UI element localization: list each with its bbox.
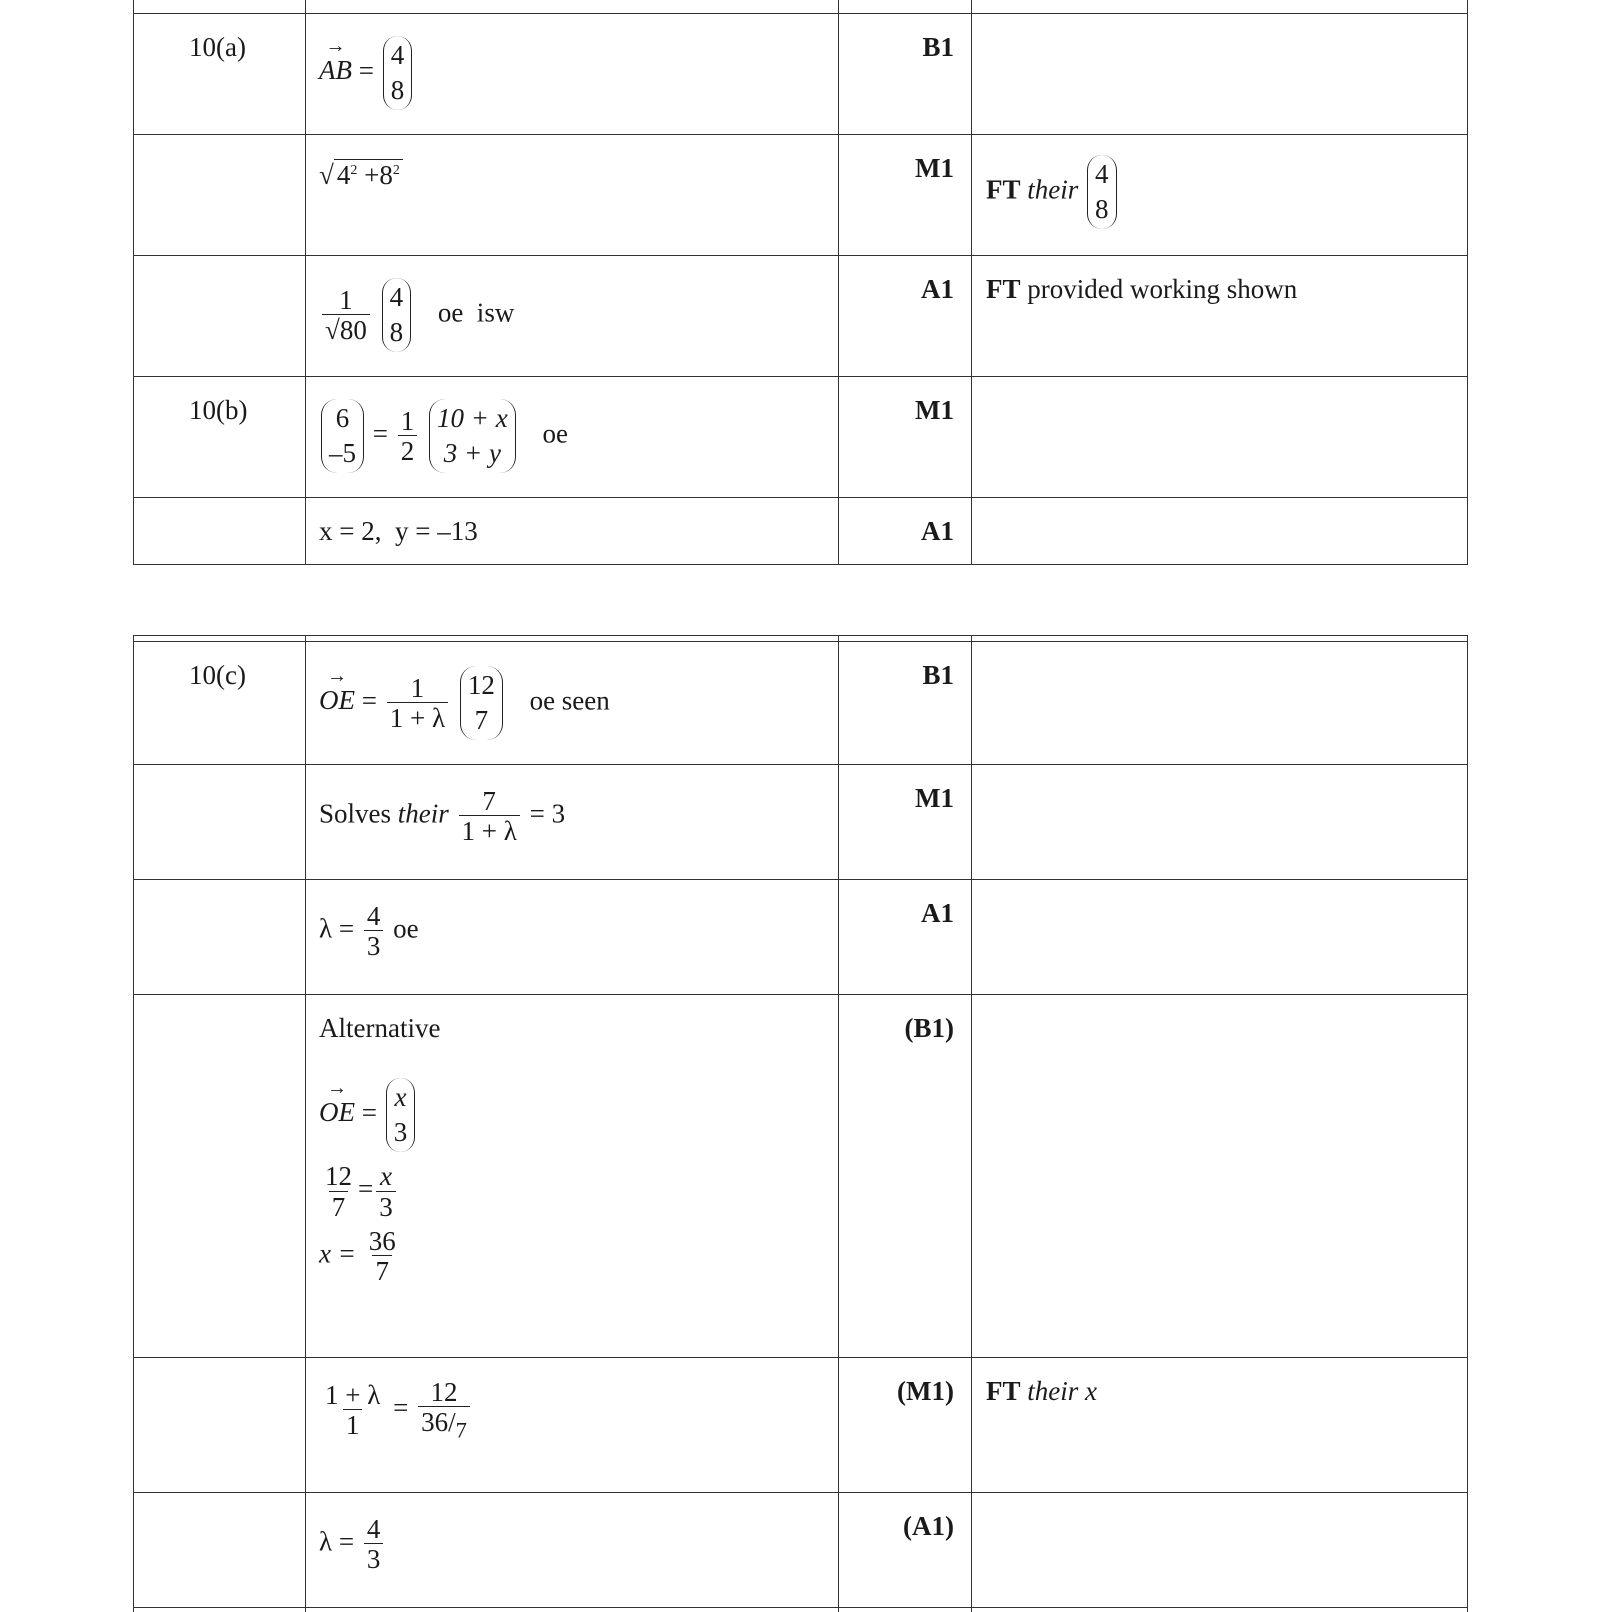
table-row: [134, 0, 1467, 14]
vector-ab: → AB: [319, 55, 352, 86]
table-row: [134, 995, 1467, 1358]
table-row: [134, 1358, 1467, 1493]
ft-label: FT: [986, 174, 1021, 205]
column-vector: [382, 278, 412, 352]
fraction: $\frac{x}{3}$: [376, 1162, 396, 1221]
column-vector: 12 7: [460, 666, 503, 740]
guidance-text: their: [1027, 174, 1079, 205]
column-vector: 10 + x 3 + y: [429, 399, 516, 473]
answer-text: = 3: [529, 798, 566, 829]
column-vector: 6 –5: [321, 399, 364, 473]
answer-cell: Alternative → OE = x 3 $\frac{12}{7}$ = $\frac{x}{3}$ x = $\frac{36}{7}$: [319, 1013, 440, 1286]
fraction: $\frac{7}{1 + \lambda}$: [459, 787, 520, 846]
mark-code: M1: [915, 153, 954, 183]
table-row: [134, 880, 1467, 995]
fraction: $\frac{4}{3}$: [364, 1515, 384, 1574]
answer-cell: [319, 1378, 473, 1442]
answer-cell: [319, 278, 514, 352]
vector-entry: 4: [1095, 159, 1109, 189]
table-row: [134, 135, 1467, 256]
mark-code: (M1): [897, 1376, 954, 1406]
mark-code: A1: [921, 516, 954, 546]
mark-code: A1: [921, 274, 954, 304]
answer-note: oe isw: [437, 297, 515, 328]
answer-text: their: [397, 798, 449, 829]
guidance-cell: [986, 274, 1297, 305]
equals-sign: =: [361, 685, 377, 716]
table-row: [134, 498, 1467, 565]
fraction: $\frac{12}{7}$: [325, 1161, 352, 1222]
column-vector: x 3: [386, 1078, 416, 1152]
answer-text: Solves: [319, 798, 392, 829]
guidance-text: provided working shown: [1027, 274, 1298, 304]
mark-code: (A1): [903, 1511, 954, 1541]
vector-entry: 4: [390, 40, 405, 70]
answer-text: λ =: [319, 1526, 355, 1557]
answer-text: λ =: [319, 913, 355, 944]
answer-cell: [319, 399, 568, 473]
table-row: [134, 1493, 1467, 1608]
table-row: [134, 14, 1467, 135]
fraction: $\frac{1}{2}$: [398, 407, 418, 466]
vector-oe: → OE: [319, 685, 355, 716]
radicand: $4^2 +8^2$: [334, 159, 403, 191]
fraction: $\frac{1 + \lambda}{1}$: [325, 1379, 381, 1441]
vector-entry: 4: [389, 282, 404, 312]
alternative-label: Alternative: [319, 1013, 441, 1043]
equals-sign: =: [372, 418, 388, 449]
vector-entry: 8: [390, 75, 405, 106]
mark-code: M1: [915, 783, 954, 813]
mark-code: A1: [921, 898, 954, 928]
fraction: $\frac{1}{1 + \lambda}$: [387, 674, 448, 733]
vector-entry: 8: [389, 317, 404, 348]
table-row: [134, 642, 1467, 765]
mark-code: B1: [922, 660, 954, 690]
fraction: $\frac{12}{36/_7}$: [418, 1378, 470, 1442]
equals-sign: =: [361, 1097, 377, 1128]
fraction: $\frac{36}{7}$: [368, 1225, 396, 1287]
equals-sign: =: [393, 1392, 409, 1423]
ft-label: FT: [986, 274, 1021, 304]
fraction: $\frac{1}{√80}$: [322, 286, 370, 345]
mark-code: B1: [922, 32, 954, 62]
guidance-text: their x: [1027, 1376, 1097, 1406]
guidance-cell: [986, 1376, 1097, 1407]
answer-text: x =: [319, 1238, 356, 1269]
table-row: [134, 256, 1467, 377]
question-label: 10(a): [189, 32, 246, 62]
answer-cell: [319, 1515, 386, 1574]
question-label: 10(b): [189, 395, 248, 425]
answer-cell: [319, 787, 565, 846]
ft-label: FT: [986, 1376, 1021, 1406]
answer-cell: [319, 159, 403, 191]
table-row: [134, 765, 1467, 880]
answer-note: oe: [393, 913, 419, 944]
vector-entry: 8: [1095, 194, 1109, 225]
question-label: 10(c): [189, 660, 246, 690]
equals-sign: =: [358, 55, 374, 86]
vector-oe: → OE: [319, 1097, 355, 1128]
markscheme-table-1: [133, 0, 1468, 565]
answer-cell: [319, 666, 610, 740]
fraction: $\frac{4}{3}$: [364, 902, 384, 961]
guidance-cell: [986, 155, 1119, 229]
answer-cell: [319, 902, 419, 961]
answer-note: oe seen: [529, 685, 610, 716]
answer-text: x = 2, y = –13: [319, 516, 478, 546]
markscheme-table-2: [133, 635, 1468, 1612]
table-row: [134, 377, 1467, 498]
answer-cell: [319, 36, 414, 110]
column-vector: [383, 36, 413, 110]
mark-code: (B1): [904, 1013, 954, 1043]
sqrt-icon: √: [319, 160, 334, 190]
column-vector: [1087, 155, 1117, 229]
mark-code: M1: [915, 395, 954, 425]
answer-note: oe: [542, 418, 568, 449]
